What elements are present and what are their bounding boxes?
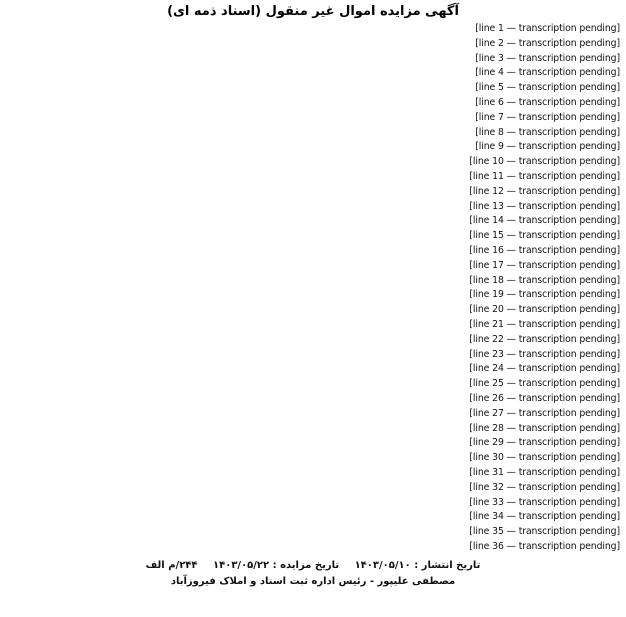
- notice-body-line: [line 29 — transcription pending]: [469, 437, 620, 449]
- notice-body-line: [line 20 — transcription pending]: [469, 304, 620, 316]
- notice-body-line: [line 6 — transcription pending]: [475, 96, 620, 108]
- footer-dates: [6, 558, 620, 574]
- notice-body-line: [line 23 — transcription pending]: [469, 348, 620, 360]
- notice-body-line: [line 24 — transcription pending]: [469, 363, 620, 375]
- notice-body-line: [line 25 — transcription pending]: [469, 378, 620, 390]
- notice-body-line: [line 9 — transcription pending]: [475, 141, 620, 153]
- notice-body-line: [line 35 — transcription pending]: [469, 526, 620, 538]
- notice-body-line: [line 34 — transcription pending]: [469, 511, 620, 523]
- notice-body: [6, 22, 620, 555]
- notice-body-line: [line 4 — transcription pending]: [475, 67, 620, 79]
- notice-body-line: [line 14 — transcription pending]: [469, 215, 620, 227]
- notice-body-line: [line 11 — transcription pending]: [469, 170, 620, 182]
- notice-body-line: [line 2 — transcription pending]: [475, 37, 620, 49]
- notice-body-line: [line 13 — transcription pending]: [469, 200, 620, 212]
- notice-body-line: [line 36 — transcription pending]: [469, 540, 620, 552]
- publish-date: تاریخ انتشار : ۱۴۰۳/۰۵/۱۰: [354, 559, 481, 571]
- notice-body-line: [line 3 — transcription pending]: [475, 52, 620, 64]
- notice-body-line: [line 30 — transcription pending]: [469, 452, 620, 464]
- notice-body-line: [line 12 — transcription pending]: [469, 185, 620, 197]
- notice-title: آگهی مزایده اموال غیر منقول (اسناد ذمه ای): [167, 4, 459, 19]
- notice-body-line: [line 21 — transcription pending]: [469, 318, 620, 330]
- notice-body-line: [line 7 — transcription pending]: [475, 111, 620, 123]
- notice-body-line: [line 19 — transcription pending]: [469, 289, 620, 301]
- notice-body-line: [line 17 — transcription pending]: [469, 259, 620, 271]
- notice-footer: [6, 558, 620, 590]
- notice-body-line: [line 8 — transcription pending]: [475, 126, 620, 138]
- notice-body-line: [line 26 — transcription pending]: [469, 392, 620, 404]
- notice-body-line: [line 33 — transcription pending]: [469, 496, 620, 508]
- notice-body-line: [line 10 — transcription pending]: [469, 156, 620, 168]
- notice-body-line: [line 28 — transcription pending]: [469, 422, 620, 434]
- auction-date: تاریخ مزایده : ۱۴۰۳/۰۵/۲۲: [213, 559, 340, 571]
- notice-body-line: [line 32 — transcription pending]: [469, 481, 620, 493]
- notice-body-line: [line 31 — transcription pending]: [469, 466, 620, 478]
- notice-body-line: [line 15 — transcription pending]: [469, 230, 620, 242]
- notice-body-line: [line 16 — transcription pending]: [469, 244, 620, 256]
- notice-body-line: [line 1 — transcription pending]: [475, 23, 620, 34]
- signature-line: مصطفی علیپور - رئیس اداره ثبت اسناد و املاک فیروزآباد: [170, 575, 456, 587]
- notice-body-line: [line 18 — transcription pending]: [469, 274, 620, 286]
- notice-code: ۲۴۴/م الف: [145, 559, 198, 571]
- notice-body-line: [line 5 — transcription pending]: [475, 82, 620, 94]
- notice-body-line: [line 22 — transcription pending]: [469, 333, 620, 345]
- notice-body-line: [line 27 — transcription pending]: [469, 407, 620, 419]
